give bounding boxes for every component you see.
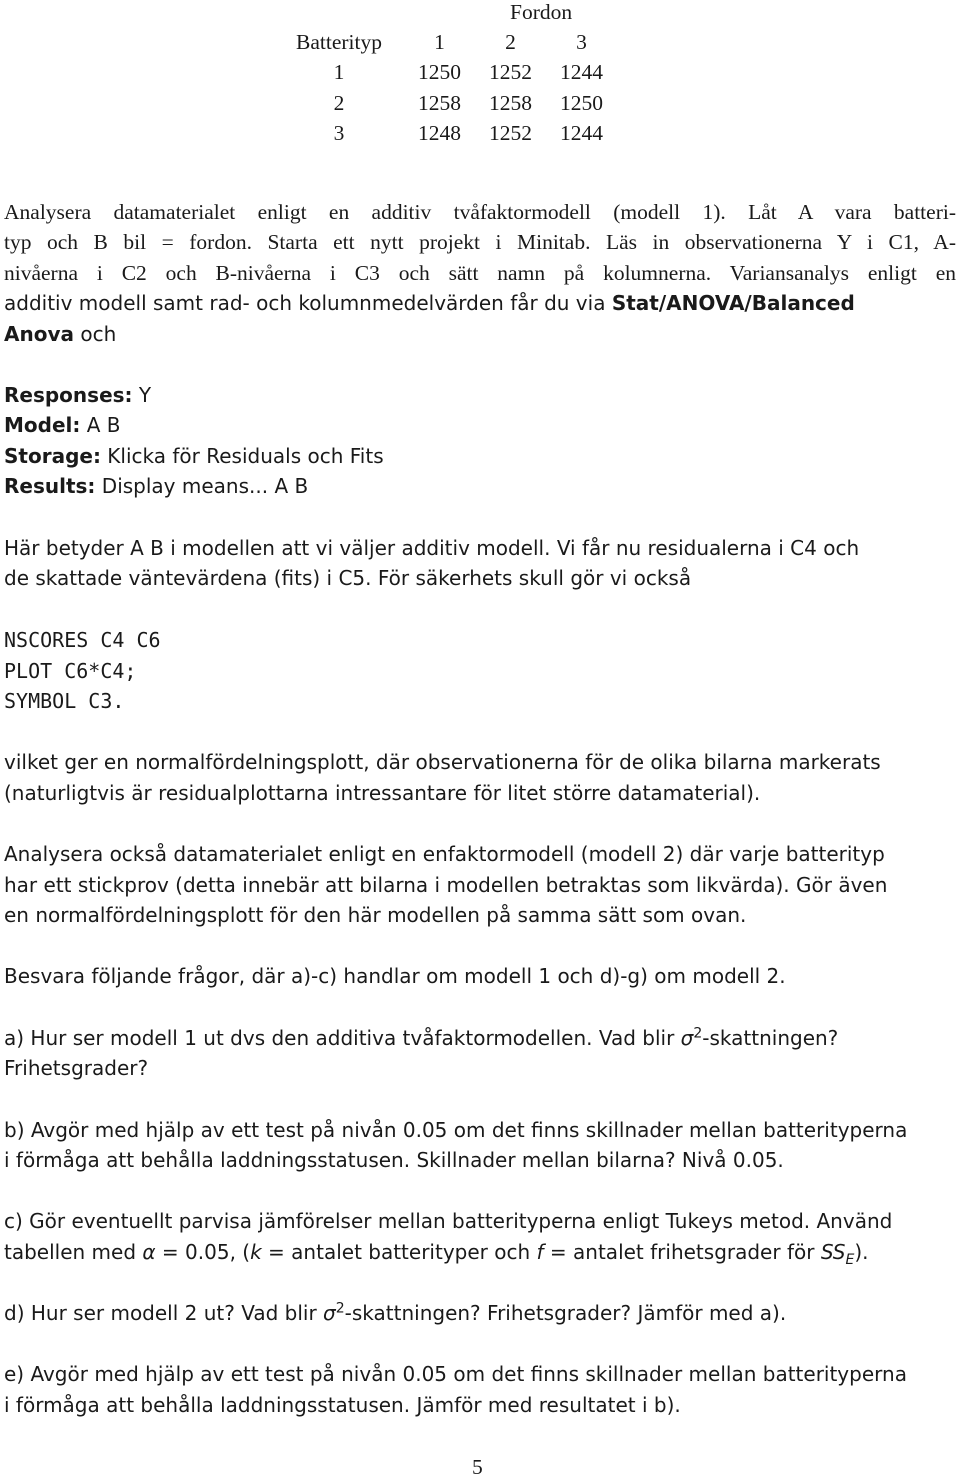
- question-b: b) Avgör med hjälp av ett test på nivån 0.05 om det finns skillnader mellan batterityperna: [4, 1118, 908, 1142]
- model-label: Model:: [4, 413, 81, 437]
- explain-line: Här betyder A B i modellen att vi väljer additiv modell. Vi får nu residualerna i C4 och: [4, 536, 860, 560]
- question-e: e) Avgör med hjälp av ett test på nivån 0.05 om det finns skillnader mellan batterityperna: [4, 1362, 907, 1386]
- table-cell: 1250: [417, 60, 461, 85]
- results-value: Display means... A B: [95, 474, 309, 498]
- table-cell: 1244: [559, 60, 603, 85]
- question-c-line2: [4, 1237, 869, 1267]
- code-line: NSCORES C4 C6: [4, 628, 161, 652]
- table-cell: 1244: [559, 121, 603, 146]
- results-label: Results:: [4, 474, 96, 498]
- page-number: 5: [472, 1455, 483, 1479]
- storage-value: Klicka för Residuals och Fits: [100, 444, 384, 468]
- table-cell: 1258: [417, 90, 461, 115]
- question-d-text: d) Hur ser modell 2 ut? Vad blir: [4, 1301, 324, 1325]
- subscript-e: E: [845, 1252, 855, 1268]
- table-row: [296, 88, 617, 118]
- questions-intro: Besvara följande frågor, där a)-c) handlar om modell 1 och d)-g) om modell 2.: [4, 964, 786, 988]
- explain-line: de skattade väntevärdena (fits) i C5. För säkerhets skull gör vi också: [4, 566, 692, 590]
- table-cell: 1252: [488, 121, 532, 146]
- col-header: 2: [505, 30, 516, 54]
- question-a-line2: Frihetsgrader?: [4, 1056, 149, 1080]
- intro-line: [4, 288, 855, 318]
- intro-text: additiv modell samt rad- och kolumnmedelvärden får du via: [4, 291, 612, 315]
- alpha-symbol: α: [142, 1240, 156, 1264]
- question-a-text: a) Hur ser modell 1 ut dvs den additiva tvåfaktormodellen. Vad blir: [4, 1026, 681, 1050]
- k-symbol: k: [250, 1240, 262, 1264]
- after-code-line: vilket ger en normalfördelningsplott, där observationerna för de olika bilarna markerats: [4, 750, 881, 774]
- responses-value: Y: [132, 383, 152, 407]
- superscript: 2: [693, 1025, 703, 1042]
- table-cell: 1250: [559, 90, 603, 115]
- code-line: PLOT C6*C4;: [4, 659, 137, 683]
- row-header: Batterityp: [296, 30, 382, 54]
- dialog-model: [4, 410, 121, 440]
- col-header: 3: [576, 30, 587, 54]
- table-header-row: [296, 27, 617, 57]
- question-c-text: = antalet batterityper och: [261, 1240, 537, 1264]
- row-label: 1: [333, 60, 345, 85]
- table-cell: 1248: [417, 121, 461, 146]
- col-header: 1: [434, 30, 445, 54]
- question-c-text: ).: [854, 1240, 869, 1264]
- model2-line: en normalfördelningsplott för den här modellen på samma sätt som ovan.: [4, 903, 747, 927]
- question-c-text: = antalet frihetsgrader för: [543, 1240, 821, 1264]
- ss-symbol: SS: [820, 1240, 846, 1264]
- after-code-line: (naturligtvis är residualplottarna intressantare för litet större datamaterial).: [4, 781, 761, 805]
- intro-text: och: [74, 322, 117, 346]
- row-label: 2: [333, 90, 345, 115]
- menu-path-end: Anova: [4, 322, 74, 346]
- dialog-responses: [4, 380, 151, 410]
- sigma-symbol: σ: [680, 1026, 694, 1050]
- intro-line: [4, 319, 116, 349]
- question-d-text: -skattningen? Frihetsgrader? Jämför med a).: [344, 1301, 787, 1325]
- question-c-text: tabellen med: [4, 1240, 143, 1264]
- code-line: SYMBOL C3.: [4, 689, 125, 713]
- battery-table: [296, 27, 617, 149]
- superscript: 2: [335, 1300, 345, 1317]
- dialog-results: [4, 471, 308, 501]
- table-row: [296, 57, 617, 87]
- table-cell: 1252: [488, 60, 532, 85]
- row-label: 3: [333, 121, 345, 146]
- sigma-symbol: σ: [323, 1301, 336, 1325]
- question-c: c) Gör eventuellt parvisa jämförelser mellan batterityperna enligt Tukeys metod. Använd: [4, 1209, 893, 1233]
- intro-line: nivåerna i C2 och B-nivåerna i C3 och sätt namn på kolumnerna. Variansanalys enligt en: [4, 261, 956, 285]
- table-cell: 1258: [488, 90, 532, 115]
- model2-line: Analysera också datamaterialet enligt en enfaktormodell (modell 2) där varje batterityp: [4, 842, 885, 866]
- responses-label: Responses:: [4, 383, 133, 407]
- menu-path: Stat/ANOVA/Balanced: [611, 291, 855, 315]
- storage-label: Storage:: [4, 444, 101, 468]
- question-d: [4, 1298, 786, 1328]
- f-symbol: f: [536, 1240, 544, 1264]
- model2-line: har ett stickprov (detta innebär att bilarna i modellen betraktas som likvärda). Gör även: [4, 873, 888, 897]
- table-group-header: Fordon: [510, 0, 573, 24]
- question-e-line2: i förmåga att behålla laddningsstatusen. Jämför med resultatet i b).: [4, 1393, 681, 1417]
- intro-line: typ och B bil = fordon. Starta ett nytt projekt i Minitab. Läs in observationerna Y i C1, A-: [4, 230, 956, 254]
- table-row: [296, 118, 617, 148]
- question-b-line2: i förmåga att behålla laddningsstatusen. Skillnader mellan bilarna? Nivå 0.05.: [4, 1148, 784, 1172]
- question-a-text: -skattningen?: [702, 1026, 839, 1050]
- question-c-text: = 0.05, (: [155, 1240, 251, 1264]
- dialog-storage: [4, 441, 384, 471]
- question-a: [4, 1023, 838, 1053]
- model-value: A B: [80, 413, 121, 437]
- intro-line: Analysera datamaterialet enligt en additiv tvåfaktormodell (modell 1). Låt A vara batteri-: [4, 200, 956, 224]
